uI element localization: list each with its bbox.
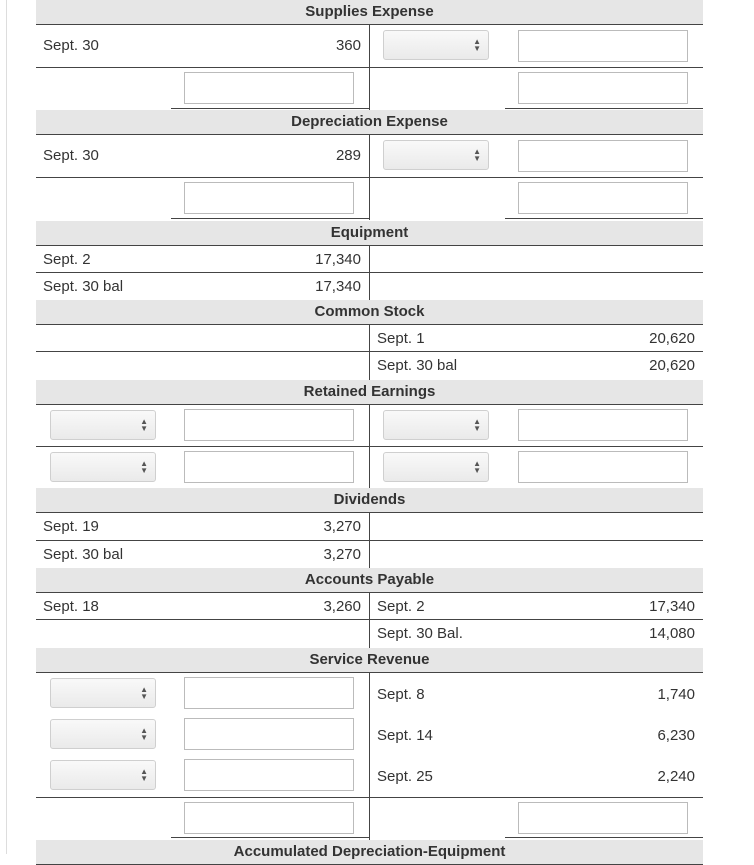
debit-date-select[interactable]	[50, 678, 156, 708]
t-divider	[369, 178, 370, 220]
debit-date: Sept. 18	[43, 598, 99, 615]
credit-amount: 20,620	[649, 330, 695, 347]
debit-date-select[interactable]	[50, 719, 156, 749]
t-account-accounts-payable	[36, 568, 703, 648]
page-left-border	[6, 0, 7, 854]
account-title: Equipment	[36, 221, 703, 246]
credit-amount-input[interactable]	[518, 451, 688, 483]
t-divider	[369, 447, 370, 489]
account-title: Common Stock	[36, 300, 703, 325]
t-divider	[369, 352, 370, 380]
credit-amount-input[interactable]	[518, 409, 688, 441]
debit-amount-input[interactable]	[184, 451, 354, 483]
debit-date: Sept. 30 bal	[43, 278, 124, 295]
ledger-row	[36, 714, 703, 755]
credit-amount: 2,240	[657, 768, 695, 785]
credit-date: Sept. 25	[377, 768, 433, 785]
chevron-updown-icon: ▲ ▼	[140, 459, 148, 475]
credit-date-select[interactable]	[383, 30, 489, 60]
t-account-common-stock	[36, 300, 703, 380]
debit-date-select[interactable]	[50, 452, 156, 482]
credit-amount: 20,620	[649, 357, 695, 374]
credit-date: Sept. 30 bal	[377, 357, 458, 374]
debit-date: Sept. 30	[43, 147, 99, 164]
t-divider	[369, 513, 370, 540]
t-divider	[369, 593, 370, 619]
chevron-updown-icon: ▲ ▼	[473, 459, 481, 475]
chevron-updown-icon: ▲ ▼	[140, 417, 148, 433]
balance-row	[36, 447, 703, 489]
balance-row	[36, 273, 703, 301]
ledger-row	[36, 673, 703, 714]
total-row	[36, 68, 703, 110]
credit-amount: 14,080	[649, 625, 695, 642]
debit-amount: 3,260	[323, 598, 361, 615]
ledger-row	[36, 513, 703, 541]
ledger-row	[36, 325, 703, 352]
t-divider	[369, 541, 370, 569]
account-title: Dividends	[36, 488, 703, 513]
account-title: Retained Earnings	[36, 380, 703, 405]
balance-row	[36, 352, 703, 380]
debit-date-select[interactable]	[50, 410, 156, 440]
account-title: Service Revenue	[36, 648, 703, 673]
account-title: Accounts Payable	[36, 568, 703, 593]
balance-row	[36, 620, 703, 648]
t-account-equipment	[36, 221, 703, 301]
credit-total-input[interactable]	[518, 182, 688, 214]
debit-date: Sept. 2	[43, 251, 91, 268]
t-divider	[369, 620, 370, 648]
debit-date: Sept. 30	[43, 37, 99, 54]
t-account-accumulated-depreciation	[36, 840, 703, 865]
debit-total-input[interactable]	[184, 182, 354, 214]
debit-amount-input[interactable]	[184, 718, 354, 750]
debit-amount-input[interactable]	[184, 759, 354, 791]
chevron-updown-icon: ▲ ▼	[140, 767, 148, 783]
debit-date: Sept. 30 bal	[43, 546, 124, 563]
chevron-updown-icon: ▲ ▼	[140, 726, 148, 742]
credit-total-input[interactable]	[518, 802, 688, 834]
credit-amount-input[interactable]	[518, 30, 688, 62]
credit-date-select[interactable]	[383, 410, 489, 440]
account-title: Accumulated Depreciation-Equipment	[36, 840, 703, 865]
credit-date-select[interactable]	[383, 452, 489, 482]
t-divider	[369, 405, 370, 446]
balance-row	[36, 541, 703, 569]
debit-amount-input[interactable]	[184, 409, 354, 441]
ledger-row	[36, 25, 703, 68]
account-title: Depreciation Expense	[36, 110, 703, 135]
t-divider	[369, 673, 370, 714]
ledger-row	[36, 405, 703, 447]
t-account-retained-earnings	[36, 380, 703, 489]
debit-total-input[interactable]	[184, 72, 354, 104]
ledger-row	[36, 246, 703, 273]
total-row	[36, 178, 703, 220]
debit-amount: 289	[335, 147, 361, 164]
t-divider	[369, 25, 370, 67]
t-divider	[369, 135, 370, 177]
total-row	[36, 798, 703, 840]
ledger-row	[36, 135, 703, 178]
credit-date-select[interactable]	[383, 140, 489, 170]
credit-amount-input[interactable]	[518, 140, 688, 172]
t-divider	[369, 68, 370, 110]
credit-date: Sept. 2	[377, 598, 425, 615]
t-account-depreciation-expense	[36, 110, 703, 220]
t-divider	[369, 273, 370, 301]
t-divider	[369, 798, 370, 840]
chevron-updown-icon: ▲ ▼	[473, 37, 481, 53]
chevron-updown-icon: ▲ ▼	[473, 147, 481, 163]
credit-date: Sept. 14	[377, 727, 433, 744]
debit-amount: 3,270	[323, 518, 361, 535]
credit-date: Sept. 8	[377, 686, 425, 703]
credit-amount: 17,340	[649, 598, 695, 615]
t-account-service-revenue	[36, 648, 703, 840]
debit-amount: 17,340	[315, 278, 361, 295]
ledger-row	[36, 593, 703, 620]
debit-amount: 17,340	[315, 251, 361, 268]
t-account-supplies-expense	[36, 0, 703, 110]
chevron-updown-icon: ▲ ▼	[140, 685, 148, 701]
credit-date: Sept. 30 Bal.	[377, 625, 463, 642]
t-divider	[369, 325, 370, 351]
debit-total-input[interactable]	[184, 802, 354, 834]
debit-amount: 3,270	[323, 546, 361, 563]
t-divider	[369, 246, 370, 272]
credit-amount: 1,740	[657, 686, 695, 703]
t-divider	[369, 714, 370, 755]
t-divider	[369, 755, 370, 797]
account-title: Supplies Expense	[36, 0, 703, 25]
t-account-dividends	[36, 488, 703, 569]
chevron-updown-icon: ▲ ▼	[473, 417, 481, 433]
ledger-row	[36, 755, 703, 798]
debit-date: Sept. 19	[43, 518, 99, 535]
debit-amount: 360	[335, 37, 361, 54]
debit-amount-input[interactable]	[184, 677, 354, 709]
debit-date-select[interactable]	[50, 760, 156, 790]
credit-total-input[interactable]	[518, 72, 688, 104]
credit-date: Sept. 1	[377, 330, 425, 347]
credit-amount: 6,230	[657, 727, 695, 744]
